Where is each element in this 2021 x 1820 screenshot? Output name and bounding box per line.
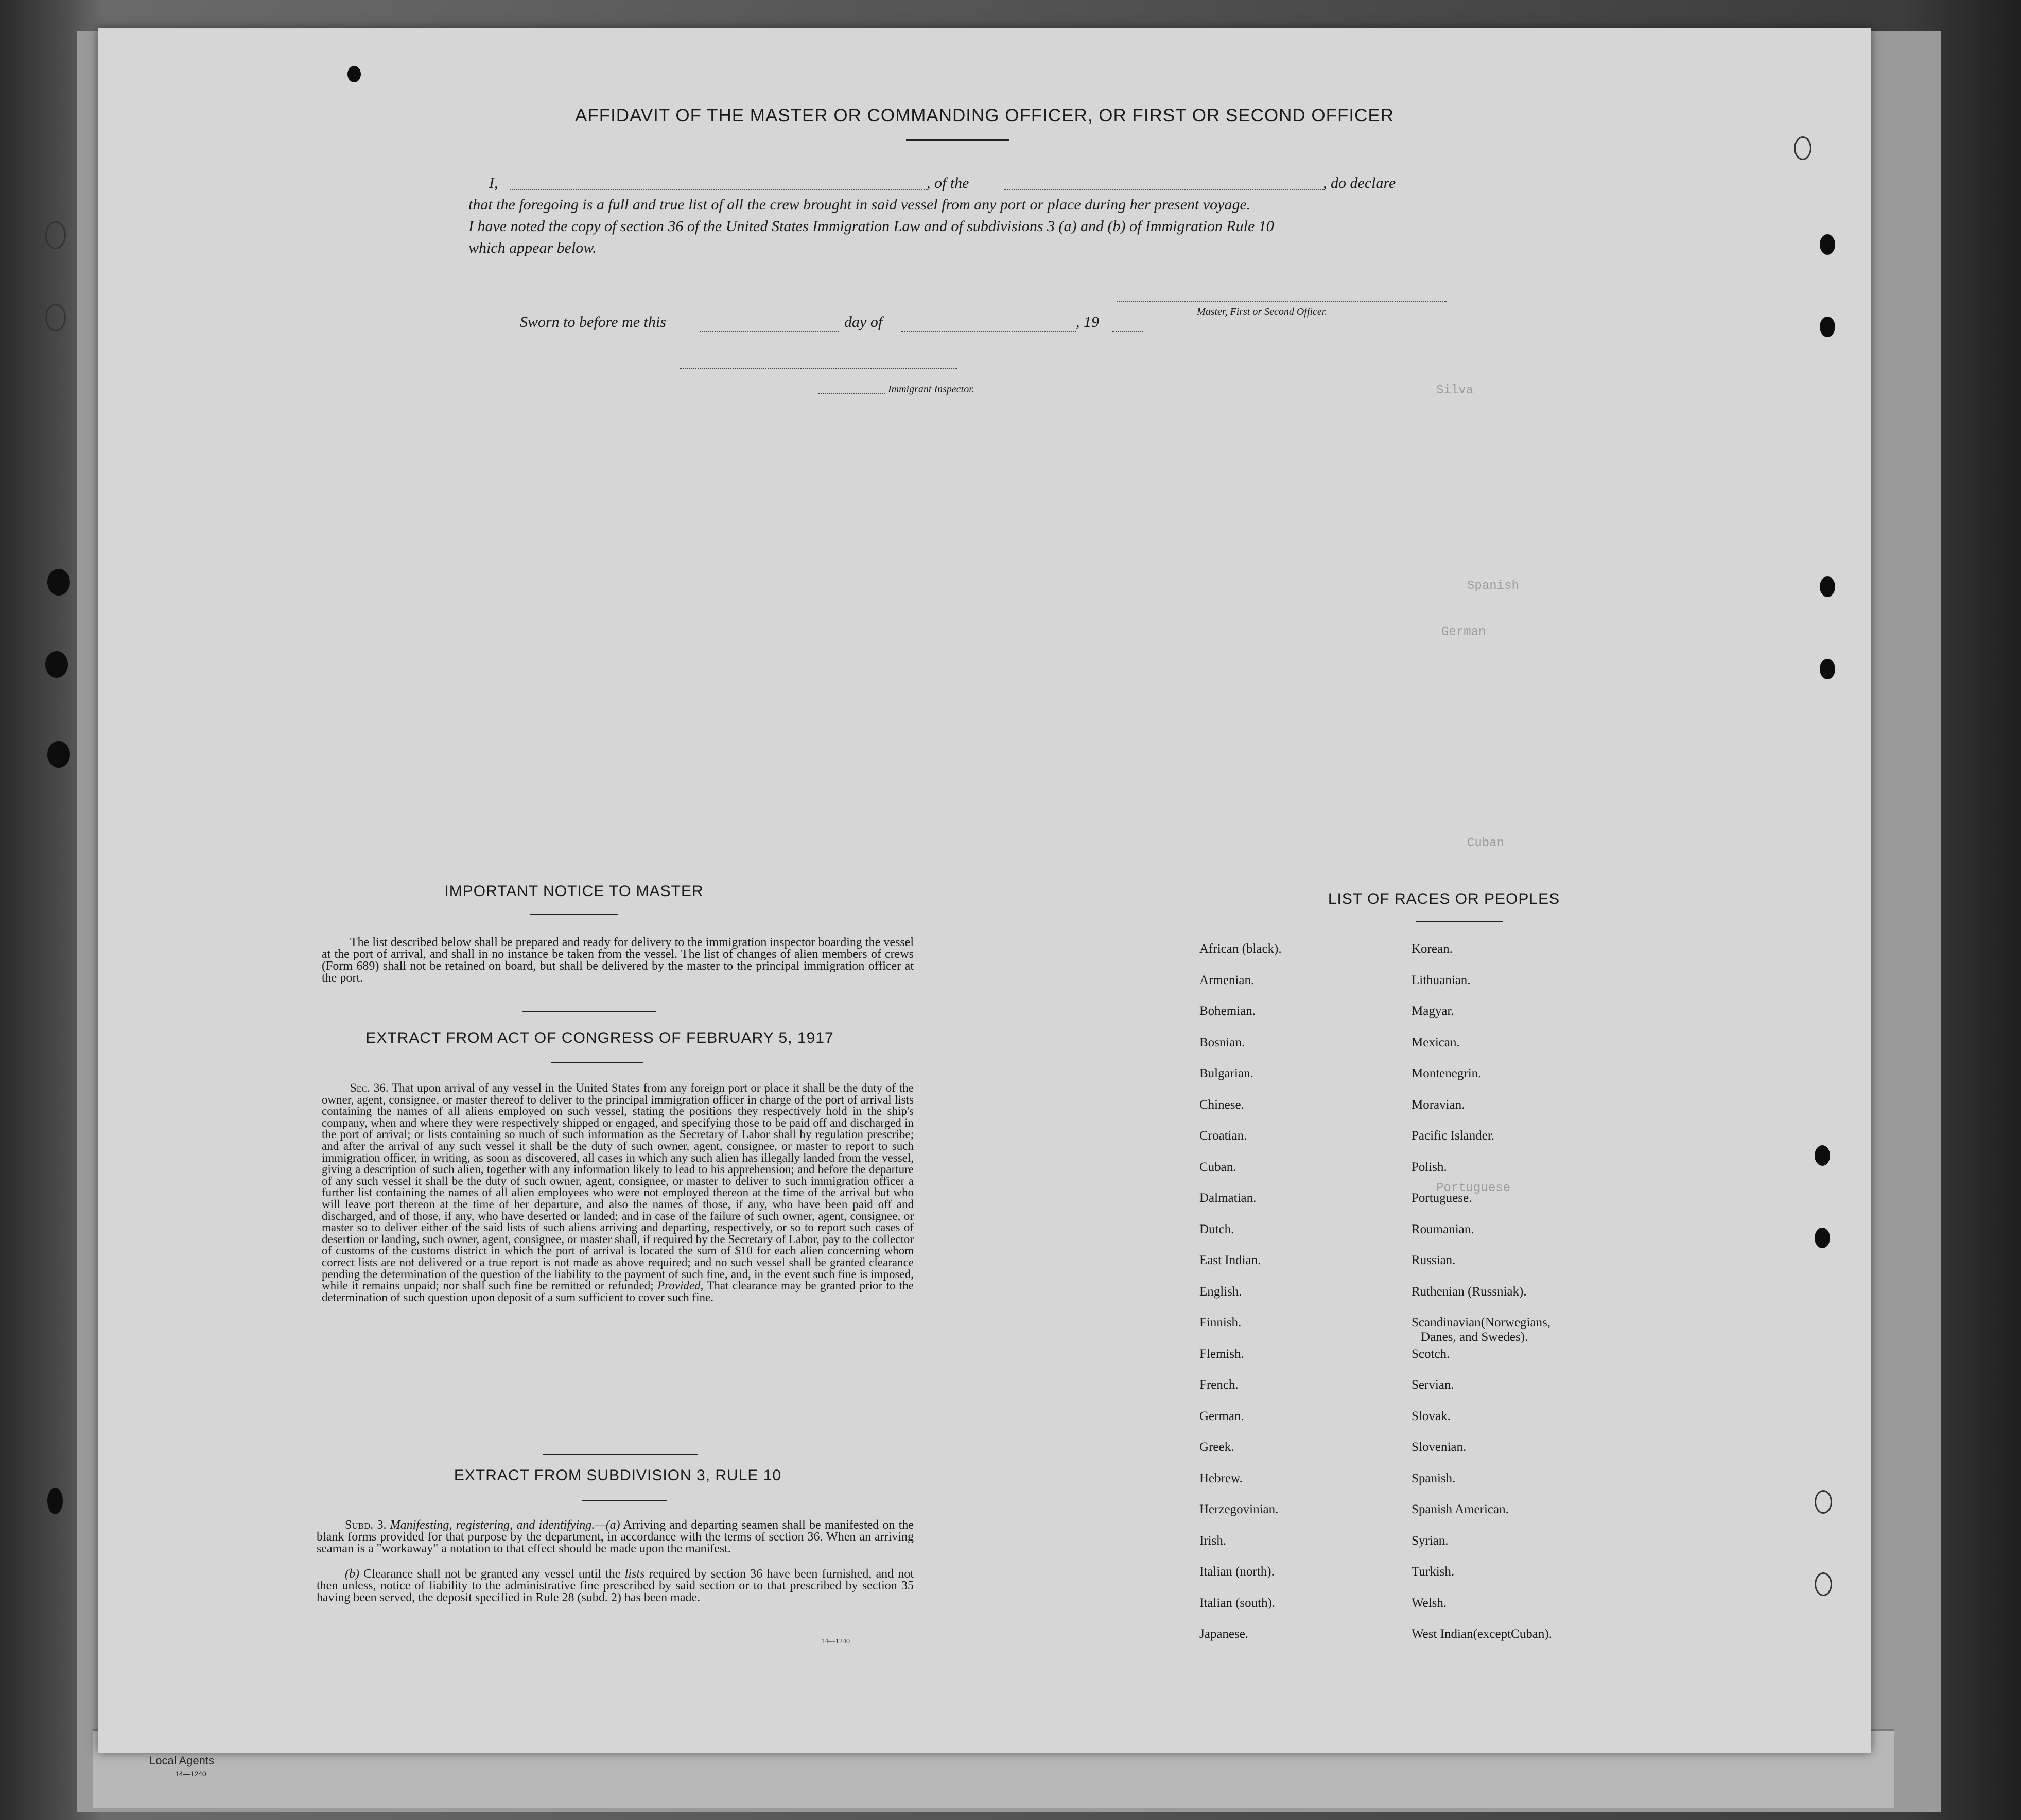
punch-ring-icon xyxy=(1815,1572,1832,1596)
extract-act-title: EXTRACT FROM ACT OF CONGRESS OF FEBRUARY 5, 1917 xyxy=(365,1029,834,1046)
race-item: Spanish American. xyxy=(1412,1502,1509,1516)
race-item: German. xyxy=(1199,1409,1244,1423)
race-item: Italian (south). xyxy=(1199,1596,1276,1610)
vessel-blank[interactable] xyxy=(1004,189,1323,190)
master-signature-line[interactable] xyxy=(1117,301,1447,302)
race-item: Bulgarian. xyxy=(1199,1066,1253,1080)
race-item: African (black). xyxy=(1199,942,1282,956)
sec-label: Sec. 36. xyxy=(350,1081,389,1094)
local-agents-label: Local Agents xyxy=(149,1754,214,1767)
extract-rule-body-a xyxy=(317,1519,914,1555)
sworn-label: Sworn to before me this xyxy=(520,313,666,330)
binder-ring-icon xyxy=(45,221,66,249)
binder-hole-icon xyxy=(47,1487,63,1514)
race-item: Scandinavian(Norwegians, xyxy=(1412,1316,1551,1329)
name-blank[interactable] xyxy=(510,189,927,190)
race-item: Pacific Islander. xyxy=(1412,1129,1495,1143)
race-item: Armenian. xyxy=(1199,973,1255,987)
subd-lists-word: lists xyxy=(624,1567,645,1581)
punch-hole-icon xyxy=(1820,317,1835,337)
race-item: Roumanian. xyxy=(1412,1222,1474,1236)
punch-hole-icon xyxy=(347,66,361,82)
binder-hole-icon xyxy=(47,741,70,768)
extract-rule-rule xyxy=(582,1500,667,1501)
race-item: Scotch. xyxy=(1412,1346,1450,1361)
affidavit-line-1: that the foregoing is a full and true list of all the crew brought in said vessel from any port or place during her present voyage. xyxy=(468,196,1251,213)
race-item: Irish. xyxy=(1199,1533,1227,1548)
race-item: Bosnian. xyxy=(1199,1035,1245,1049)
race-item: Japanese. xyxy=(1199,1627,1249,1641)
inspector-label: Immigrant Inspector. xyxy=(888,383,974,395)
binder-hole-icon xyxy=(45,651,68,678)
inspector-signature-line[interactable] xyxy=(680,368,957,369)
subd-heading: Manifesting, registering, and identifying.—(a) xyxy=(390,1518,620,1532)
race-item: English. xyxy=(1199,1284,1242,1299)
subd-body-a: Arriving and departing seamen shall be manifested on the blank forms provided for that purpose by the department, in accordance with the terms of section 36. When an arriving seaman is a "workaway" a notation to that effect should be made upon the manifest. xyxy=(317,1518,914,1555)
race-item: Magyar. xyxy=(1412,1004,1454,1018)
punch-hole-icon xyxy=(1815,1145,1830,1166)
race-item: Portuguese. xyxy=(1412,1191,1472,1205)
punch-hole-icon xyxy=(1815,1228,1830,1248)
race-item: Dalmatian. xyxy=(1199,1191,1257,1205)
punch-ring-icon xyxy=(1815,1490,1832,1514)
race-item: Welsh. xyxy=(1412,1596,1447,1610)
race-item: Montenegrin. xyxy=(1412,1066,1482,1080)
affidavit-i-label: I, xyxy=(489,174,498,191)
race-item: Mexican. xyxy=(1412,1035,1460,1049)
punch-hole-icon xyxy=(1820,234,1835,255)
notice-body: The list described below shall be prepared and ready for delivery to the immigration inspector boarding the vessel at the port of arrival, and shall in no instance be taken from the vessel. The list of changes of alien members of crews (Form 689) shall not be retained on board, but shall be delivered by the master to the principal immigration officer at the port. xyxy=(322,936,914,985)
sworn-month-blank[interactable] xyxy=(901,331,1076,332)
race-item: Russian. xyxy=(1412,1253,1456,1267)
notice-title: IMPORTANT NOTICE TO MASTER xyxy=(444,883,704,900)
subd-body-b1: Clearance shall not be granted any vessel until the xyxy=(363,1567,621,1581)
extract-rule-body-b xyxy=(317,1568,914,1604)
title-rule xyxy=(906,139,1009,141)
race-item: West Indian(exceptCuban). xyxy=(1412,1627,1552,1641)
sworn-year-blank[interactable] xyxy=(1112,331,1143,332)
race-item: Greek. xyxy=(1199,1440,1234,1454)
sec-body: That upon arrival of any vessel in the United States from any foreign port or place it shall be the duty of the owner, agent, consignee, or master thereof to deliver to the principal immigration officer in charge of the port of arrival lists containing the names of all aliens employed on such vessel, stating the positions they respectively hold in the ship's company, when and where they were respectively shipped or engaged, and specifying those to be paid off and discharged in the port of arrival; or lists containing so much of such information as the Secretary of Labor shall by regulation prescribe; and after the arrival of any such vessel it shall be the duty of such owner, agent, consignee, or master to report to such immigration officer, in writing, as soon as discovered, all cases in which any such alien has illegally landed from the vessel, giving a description of such alien, together with any information likely to lead to his apprehension; and before the departure of any such vessel it shall be the duty of such owner, agent, consignee, or master to deliver to such immigration officer a further list containing the names of all alien employees who were not employed thereon at the time of the arrival but who will leave port thereon at the time of her departure, and also the names of those, if any, who have been paid off and discharged, and of those, if any, who have deserted or landed; and in case of the failure of such owner, agent, consignee, or master so to deliver either of the said lists of such aliens arriving and departing, respectively, or so to report such cases of desertion or landing, such owner, agent, consignee, or master shall, if required by the Secretary of Labor, pay to the collector of customs of the customs district in which the port of arrival is located the sum of $10 for each alien concerning whom correct lists are not delivered or a true report is not made as above required; and no such vessel shall be granted clearance pending the determination of the question of the liability to the payment of such fine, and, in the event such fine is imposed, while it remains unpaid; nor shall such fine be remitted or refunded; xyxy=(322,1081,914,1292)
race-item: Korean. xyxy=(1412,942,1453,956)
sworn-day-blank[interactable] xyxy=(700,331,839,332)
races-rule xyxy=(1416,921,1503,922)
notice-rule-2 xyxy=(522,1011,656,1012)
inspector-dots xyxy=(818,393,885,394)
subd-b-label: (b) xyxy=(345,1567,359,1581)
race-item: Ruthenian (Russniak). xyxy=(1412,1284,1527,1299)
race-item: Servian. xyxy=(1412,1378,1454,1392)
race-item: Lithuanian. xyxy=(1412,973,1471,987)
race-item: Turkish. xyxy=(1412,1565,1455,1579)
race-item: Slovak. xyxy=(1412,1409,1451,1423)
binder-ring-icon xyxy=(45,304,66,331)
subd-body-b2: required by section 36 have been furnished, and not then unless, notice of liability to the administrative fine prescribed by said section or to that prescribed by section 35 having been served, the deposit specified in Rule 28 (subd. 2) has been made. xyxy=(317,1567,914,1604)
race-item: East Indian. xyxy=(1199,1253,1261,1267)
do-declare-label: , do declare xyxy=(1323,174,1396,191)
race-item: Slovenian. xyxy=(1412,1440,1467,1454)
race-item: Hebrew. xyxy=(1199,1471,1243,1485)
provided-label: Provided, xyxy=(657,1279,704,1292)
extract-act-rule xyxy=(551,1062,643,1063)
race-item: Cuban. xyxy=(1199,1160,1236,1174)
race-item: Finnish. xyxy=(1199,1316,1242,1329)
race-item: Croatian. xyxy=(1199,1129,1247,1143)
punch-hole-icon xyxy=(1820,576,1835,597)
day-of-label: day of xyxy=(844,313,883,330)
race-item: Chinese. xyxy=(1199,1097,1244,1112)
of-the-label: , of the xyxy=(927,174,969,191)
race-item: Herzegovinian. xyxy=(1199,1502,1279,1516)
year-label: , 19 xyxy=(1076,313,1099,330)
form-number: 14—1240 xyxy=(821,1638,850,1646)
race-item: Dutch. xyxy=(1199,1222,1234,1236)
race-item: Danes, and Swedes). xyxy=(1421,1330,1528,1344)
race-item: Moravian. xyxy=(1412,1097,1465,1112)
punch-hole-icon xyxy=(1820,659,1835,679)
race-item: Spanish. xyxy=(1412,1471,1456,1485)
race-item: Italian (north). xyxy=(1199,1565,1275,1579)
race-item: Bohemian. xyxy=(1199,1004,1256,1018)
race-item: Flemish. xyxy=(1199,1346,1244,1361)
affidavit-title: AFFIDAVIT OF THE MASTER OR COMMANDING OFFICER, OR FIRST OR SECOND OFFICER xyxy=(574,106,1395,126)
subd-label: Subd. 3. xyxy=(345,1518,387,1532)
provided-body: That clearance may be granted prior to the determination of such question upon deposit of a sum sufficient to cover such fine. xyxy=(322,1279,914,1304)
notice-rule xyxy=(530,914,618,915)
under-form-code: 14—1240 xyxy=(175,1770,206,1778)
extract-act-body xyxy=(322,1082,914,1303)
extract-rule-title: EXTRACT FROM SUBDIVISION 3, RULE 10 xyxy=(454,1467,782,1484)
affidavit-line-2: I have noted the copy of section 36 of the United States Immigration Law and of subdivisions 3 (a) and (b) of Immigration Rule 10 xyxy=(468,218,1274,235)
binder-hole-icon xyxy=(47,569,70,596)
race-item: French. xyxy=(1199,1378,1239,1392)
races-title: LIST OF RACES OR PEOPLES xyxy=(1328,890,1560,907)
race-item: Polish. xyxy=(1412,1160,1447,1174)
master-signature-label: Master, First or Second Officer. xyxy=(1197,306,1328,318)
race-item: Syrian. xyxy=(1412,1533,1449,1548)
punch-ring-icon xyxy=(1794,136,1811,160)
extract-act-end-rule xyxy=(543,1454,698,1455)
document-page: Silva Spanish German Cuban Portuguese AFFIDAVIT OF THE MASTER OR COMMANDING OFFICER, OR FIRST OR SECOND OFFICER I, , of the , do declare that the foregoing is a full and true list of all the crew brought in said vessel from any port or place during her present voyage. I have noted the copy of section 36 of the United States Immigration Law and of subdivisions 3 (a) and (b) of Immigration Rule 10 which appear below. Master, First or Second Officer. Sworn to before me this day of , 19 Immigrant Inspector. IMPORTANT NOTICE TO MASTER The list described below shall be prepared and ready for delivery to the immigration inspector boarding the vessel at the port of arrival, and shall in no instance be taken from the vessel. The list of changes of alien members of crews (Form 689) shall not be retained on board, but shall be delivered by the master to the principal immigration officer at the port. EXTRACT FROM ACT OF CONGRESS OF FEBRUARY 5, 1917 Sec. 36. That upon arrival of any vessel in the United States from any foreign port or place it shall be the duty of the owner, agent, consignee, or master thereof to deliver to the principal immigration officer in charge of the port of arrival lists containing the names of all aliens employed on such vessel, stating the positions they respectively hold in the ship's company, when and where they were respectively shipped or engaged, and specifying those to be paid off and discharged in the port of arrival; or lists containing so much of such information as the Secretary of Labor shall by regulation prescribe; and after the arrival of any such vessel it shall be the duty of such owner, agent, consignee, or master to report to such immigration officer, in writing, as soon as discovered, all cases in which any such alien has illegally landed from the vessel, giving a description of such alien, together with any information likely to lead to his apprehension; and before the departure of any such vessel it shall be the duty of such owner, agent, consignee, or master to deliver to such immigration officer a further list containing the names of all alien employees who were not employed thereon at the time of the arrival but who will leave port thereon at the time of her departure, and also the names of those, if any, who have been paid off and discharged, and of those, if any, who have deserted or landed; and in case of the failure of such owner, agent, consignee, or master so to deliver either of the said lists of such aliens arriving and departing, respectively, or so to report such cases of desertion or landing, such owner, agent, consignee, or master shall, if required by the Secretary of Labor, pay to the collector of customs of the customs district in which the port of arrival is located the sum of $10 for each alien concerning whom correct lists are not delivered or a true report is not made as above required; and no such vessel shall be granted clearance pending the determination of the question of the liability to the payment of such fine, and, in the event such fine is imposed, while it remains unpaid; nor shall such fine be remitted or refunded; Provided, That clearance may be granted prior to the determination of such question upon deposit of a sum sufficient to cover such fine. EXTRACT FROM SUBDIVISION 3, RULE 10 Subd. 3. Manifesting, registering, and identifying.—(a) Arriving and departing seamen shall be manifested on the blank forms provided for that purpose by the department, in accordance with the terms of section 36. When an arriving seaman is a "workaway" a notation to that effect should be made upon the manifest. (b) Clearance shall not be granted any vessel until the lists required by section 36 have been furnished, and not then unless, notice of liability to the administrative fine prescribed by said section or to that prescribed by section 35 having been served, the deposit specified in Rule 28 (subd. 2) has been made. 14—1240 LIST OF RACES OR PEOPLES African (black). Armenian. Bohemian. Bosnian. Bulgarian. Chinese. Croatian. Cuban. Dalmatian. Dutch. East Indian. English. Finnish. Flemish. French. German. Greek. Hebrew. Herzegovinian. Irish. Italian (north). Italian (south). Japanese. Korean. Lithuanian. Magyar. Mexican. Montenegrin. Moravian. Pacific Islander. Polish. Portuguese. Roumanian. Russian. Ruthenian (Russniak). Scandinavian(Norwegians, Danes, and Swedes). Scotch. Servian. Slovak. Slovenian. Spanish. Spanish American. Syrian. Turkish. Welsh. West Indian(exceptCuban). xyxy=(98,28,1871,1753)
affidavit-line-3: which appear below. xyxy=(468,239,597,256)
